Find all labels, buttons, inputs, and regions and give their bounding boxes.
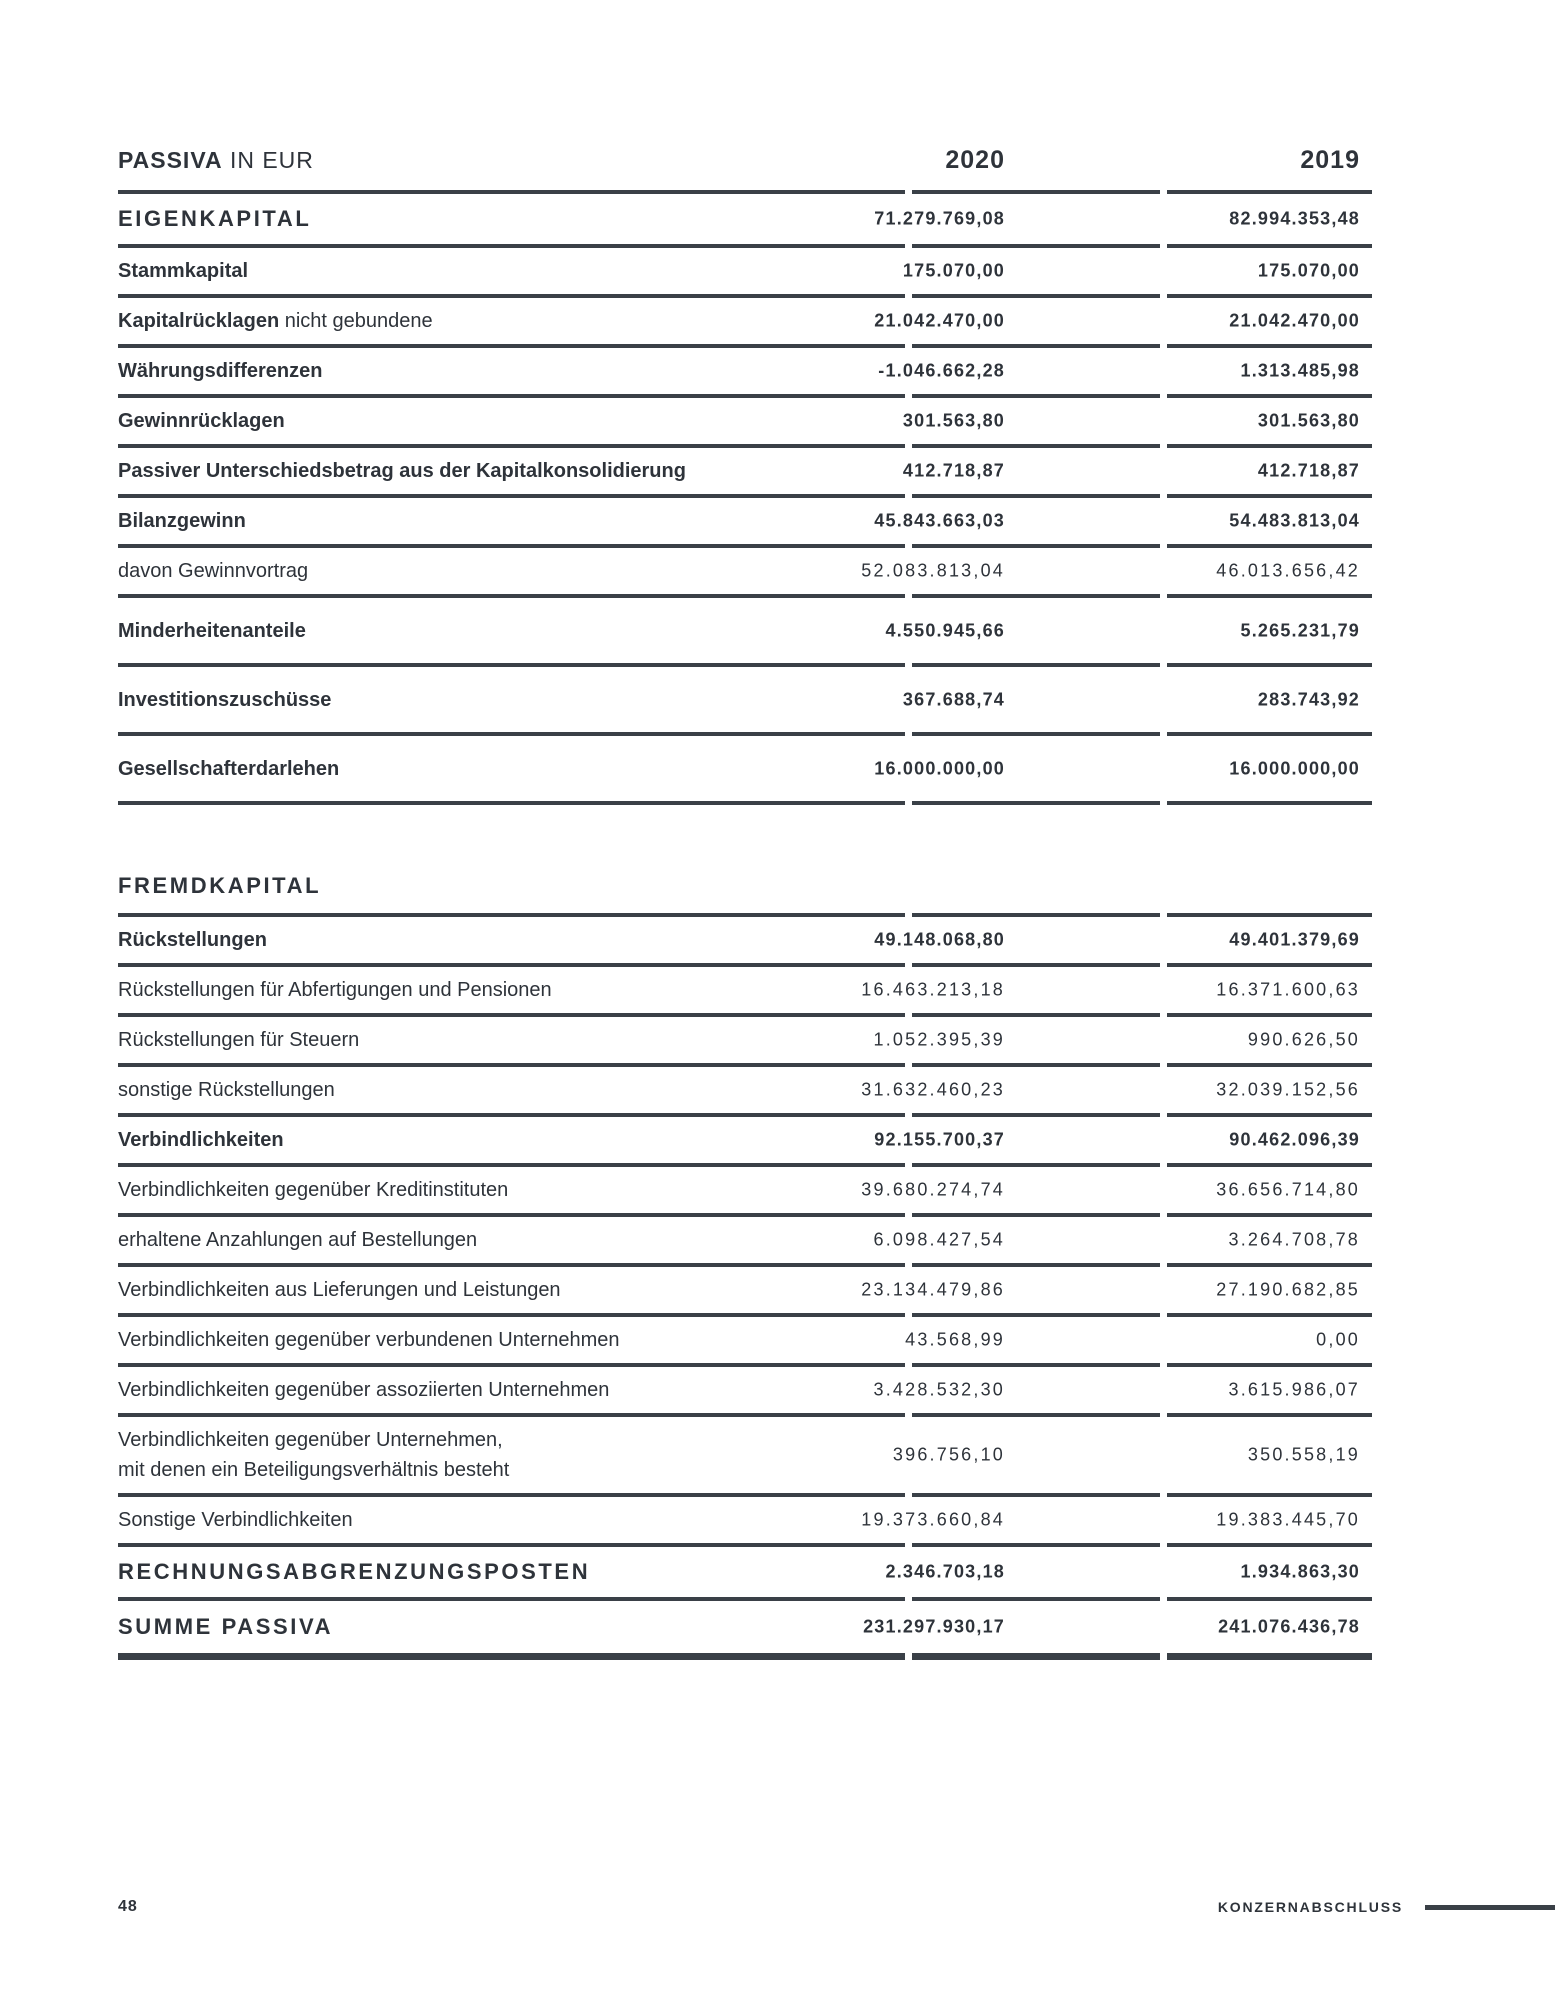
value-2019: 5.265.231,79 — [1240, 620, 1360, 640]
row-label-suffix: nicht gebundene — [279, 310, 433, 332]
value-2020: 301.563,80 — [902, 410, 1005, 431]
table-row — [118, 1547, 1372, 1601]
value-2019: 27.190.682,85 — [1216, 1279, 1360, 1300]
value-2019: 301.563,80 — [1257, 410, 1360, 431]
value-2020: 52.083.813,04 — [861, 560, 1005, 581]
table-header-row — [118, 118, 1372, 194]
value-2020: 6.098.427,54 — [873, 1229, 1005, 1250]
row-label: Gewinnrücklagen — [118, 410, 285, 432]
value-2019: 90.462.096,39 — [1229, 1129, 1360, 1150]
table-fremdkapital — [118, 917, 1372, 1660]
table-row — [118, 498, 1372, 548]
table-row — [118, 1217, 1372, 1267]
table-row — [118, 548, 1372, 598]
value-2019: 350.558,19 — [1247, 1444, 1360, 1465]
value-2020: 396.756,10 — [892, 1444, 1005, 1465]
table-row — [118, 298, 1372, 348]
page-title-unit: IN EUR — [229, 147, 314, 173]
row-label: Verbindlichkeiten — [118, 1129, 284, 1151]
value-2019: 16.000.000,00 — [1229, 758, 1360, 778]
value-2019: 241.076.436,78 — [1218, 1616, 1360, 1637]
row-label: Kapitalrücklagen nicht gebundene — [118, 310, 433, 332]
value-2020: 31.632.460,23 — [861, 1079, 1005, 1100]
value-2020: 4.550.945,66 — [885, 620, 1005, 640]
table-row — [118, 248, 1372, 298]
value-2019: 3.615.986,07 — [1228, 1379, 1360, 1400]
value-2019: 46.013.656,42 — [1216, 560, 1360, 581]
page-footer — [118, 1898, 1555, 1916]
table-row — [118, 1367, 1372, 1417]
table-eigenkapital — [118, 194, 1372, 805]
value-2020: 16.463.213,18 — [861, 979, 1005, 1000]
value-2019: 990.626,50 — [1247, 1029, 1360, 1050]
row-label: erhaltene Anzahlungen auf Bestellungen — [118, 1229, 478, 1251]
row-label: Währungsdifferenzen — [118, 360, 323, 382]
table-row — [118, 667, 1372, 736]
table-row — [118, 1117, 1372, 1167]
footer-rule — [1425, 1905, 1555, 1910]
value-2020: 367.688,74 — [902, 689, 1005, 709]
row-label: Gesellschafterdarlehen — [118, 757, 340, 780]
table-row — [118, 736, 1372, 805]
value-2020: 1.052.395,39 — [873, 1029, 1005, 1050]
table-row — [118, 967, 1372, 1017]
column-header-2020: 2020 — [945, 146, 1005, 174]
table-row — [118, 1267, 1372, 1317]
table-row — [118, 1017, 1372, 1067]
value-2020: 231.297.930,17 — [863, 1616, 1005, 1637]
row-label: Investitionszuschüsse — [118, 688, 332, 711]
table-row — [118, 1167, 1372, 1217]
page-title — [118, 147, 314, 174]
row-label: sonstige Rückstellungen — [118, 1079, 335, 1101]
value-2020: 23.134.479,86 — [861, 1279, 1005, 1300]
value-2019: 36.656.714,80 — [1216, 1179, 1360, 1200]
table-row — [118, 194, 1372, 248]
table-row — [118, 1067, 1372, 1117]
value-2019: 82.994.353,48 — [1229, 208, 1360, 229]
row-label: Verbindlichkeiten gegenüber Unternehmen, mit denen ein Beteiligungsverhältnis besteht — [118, 1429, 510, 1481]
value-2020: 175.070,00 — [902, 260, 1005, 281]
balance-sheet-content — [118, 118, 1372, 1660]
row-label: Verbindlichkeiten gegenüber assoziierten Unternehmen — [118, 1379, 610, 1401]
column-header-2019: 2019 — [1300, 146, 1360, 174]
value-2019: 412.718,87 — [1257, 460, 1360, 481]
row-label: Rückstellungen — [118, 929, 267, 951]
row-label: Passiver Unterschiedsbetrag aus der Kapitalkonsolidierung — [118, 460, 686, 482]
value-2019: 21.042.470,00 — [1229, 310, 1360, 331]
table-row — [118, 598, 1372, 667]
table-row — [118, 1317, 1372, 1367]
value-2019: 0,00 — [1316, 1329, 1360, 1350]
value-2019: 1.313.485,98 — [1240, 360, 1360, 381]
value-2020: 16.000.000,00 — [874, 758, 1005, 778]
value-2019: 32.039.152,56 — [1216, 1079, 1360, 1100]
row-label: Minderheitenanteile — [118, 619, 306, 642]
row-label: Bilanzgewinn — [118, 510, 246, 532]
row-label: Rückstellungen für Abfertigungen und Pensionen — [118, 979, 552, 1001]
value-2019: 49.401.379,69 — [1229, 929, 1360, 950]
table-row — [118, 398, 1372, 448]
value-2020: 45.843.663,03 — [874, 510, 1005, 531]
table-row — [118, 348, 1372, 398]
row-label: davon Gewinnvortrag — [118, 560, 309, 582]
table-row — [118, 448, 1372, 498]
row-label: Stammkapital — [118, 260, 249, 282]
table-row — [118, 1417, 1372, 1497]
value-2019: 54.483.813,04 — [1229, 510, 1360, 531]
value-2020: -1.046.662,28 — [878, 360, 1005, 381]
value-2019: 1.934.863,30 — [1240, 1561, 1360, 1582]
value-2019: 16.371.600,63 — [1216, 979, 1360, 1000]
footer-section-label: KONZERNABSCHLUSS — [1217, 1899, 1403, 1915]
row-label: Sonstige Verbindlichkeiten — [118, 1509, 353, 1531]
value-2020: 19.373.660,84 — [861, 1509, 1005, 1530]
value-2020: 3.428.532,30 — [873, 1379, 1005, 1400]
table-row — [118, 1497, 1372, 1547]
value-2019: 175.070,00 — [1257, 260, 1360, 281]
row-label: EIGENKAPITAL — [118, 206, 312, 231]
value-2020: 39.680.274,74 — [861, 1179, 1005, 1200]
table-row — [118, 1601, 1372, 1660]
row-label: Verbindlichkeiten gegenüber Kreditinstituten — [118, 1179, 509, 1201]
table-row — [118, 917, 1372, 967]
value-2020: 43.568,99 — [905, 1329, 1005, 1350]
value-2019: 283.743,92 — [1257, 689, 1360, 709]
value-2020: 2.346.703,18 — [885, 1561, 1005, 1582]
value-2020: 92.155.700,37 — [874, 1129, 1005, 1150]
row-label: SUMME PASSIVA — [118, 1614, 334, 1639]
row-label: Rückstellungen für Steuern — [118, 1029, 360, 1051]
value-2020: 71.279.769,08 — [874, 208, 1005, 229]
page-number: 48 — [118, 1898, 138, 1915]
value-2019: 3.264.708,78 — [1228, 1229, 1360, 1250]
fremdkapital-heading: FREMDKAPITAL — [118, 873, 322, 898]
row-label: Verbindlichkeiten gegenüber verbundenen Unternehmen — [118, 1329, 620, 1351]
row-label: Verbindlichkeiten aus Lieferungen und Leistungen — [118, 1279, 561, 1301]
fremdkapital-heading-row — [118, 857, 1372, 917]
value-2020: 21.042.470,00 — [874, 310, 1005, 331]
value-2020: 49.148.068,80 — [874, 929, 1005, 950]
page-title-bold: PASSIVA — [118, 147, 223, 173]
value-2020: 412.718,87 — [902, 460, 1005, 481]
value-2019: 19.383.445,70 — [1216, 1509, 1360, 1530]
row-label: RECHNUNGSABGRENZUNGSPOSTEN — [118, 1559, 591, 1584]
